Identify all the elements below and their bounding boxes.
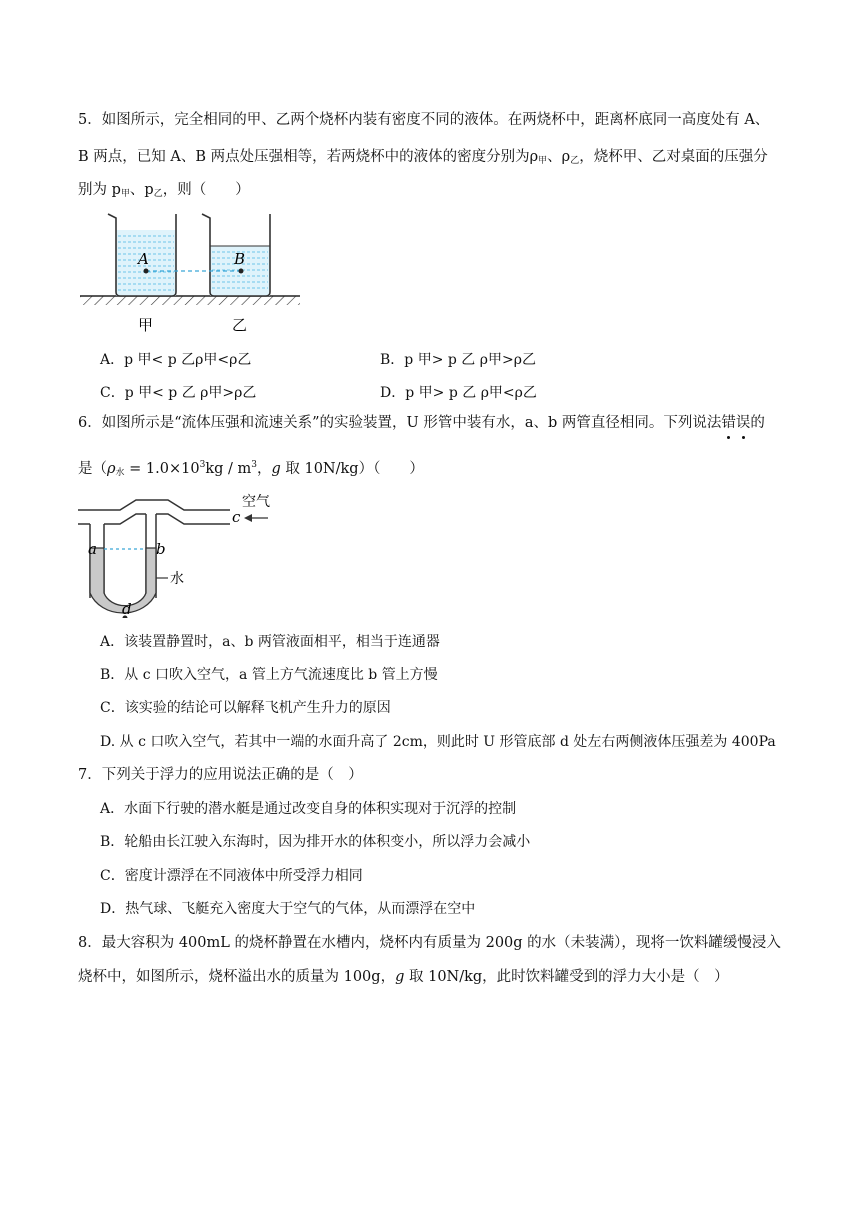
label-water: 水 [170,571,184,587]
label-d: d [122,600,132,618]
q6-option-d[interactable]: D. 从 c 口吹入空气，若其中一端的水面升高了 2cm，则此时 U 形管底部 d 处左右两侧液体压强差为 400Pa [100,734,776,750]
label-a-tube: a [88,540,97,558]
q6-utube-figure [78,488,298,618]
q6-option-a[interactable]: A．该装置静置时，a、b 两管液面相平，相当于连通器 [100,634,440,650]
label-air: 空气 [242,494,270,510]
label-b: B [234,250,246,268]
q5-option-b[interactable]: B．p 甲> p 乙 ρ甲>ρ乙 [380,352,536,368]
label-a: A [138,250,149,268]
q6-stem-line1: 6．如图所示是“流体压强和流速关系”的实验装置，U 形管中装有水，a、b 两管直径相同。下列说法错误 的 [78,413,765,433]
q7-option-c[interactable]: C．密度计漂浮在不同液体中所受浮力相同 [100,868,363,884]
point-a [144,269,149,274]
q5-stem-line1: 5．如图所示，完全相同的甲、乙两个烧杯内装有密度不同的液体。在两烧杯中，距离杯底同一高度处有 A、 [78,112,770,128]
q7-option-b[interactable]: B．轮船由长江驶入东海时，因为排开水的体积变小，所以浮力会减小 [100,834,531,850]
q5-stem-line2: B 两点，已知 A、B 两点处压强相等，若两烧杯中的液体的密度分别为$\rho_甲$、$\rho_乙$，烧杯甲、乙对桌面的压强分 [78,149,768,166]
q5-option-a[interactable]: A．p 甲< p 乙ρ甲<ρ乙 [100,352,252,368]
q6-option-c[interactable]: C．该实验的结论可以解释飞机产生升力的原因 [100,700,391,716]
q5-stem-line3: 别为 $p_甲$、$p_乙$，则（ ） [78,182,250,199]
arrow-left-icon [244,514,268,522]
q8-stem-line2: 烧杯中，如图所示，烧杯溢出水的质量为 100g，g 取 10N/kg，此时饮料罐受到的浮力大小是（ ） [78,969,729,985]
label-jia: 甲 [138,316,154,334]
label-yi: 乙 [232,316,248,334]
q7-option-d[interactable]: D．热气球、飞艇充入密度大于空气的气体，从而漂浮在空中 [100,901,476,917]
q5-option-d[interactable]: D．p 甲> p 乙 ρ甲<ρ乙 [380,385,537,401]
point-b [239,269,244,274]
q5-option-c[interactable]: C．p 甲< p 乙 ρ甲>ρ乙 [100,385,257,401]
q8-stem-line1: 8．最大容积为 400mL 的烧杯静置在水槽内，烧杯内有质量为 200g 的水（未装满），现将一饮料罐缓慢浸入 [78,935,781,951]
label-c: c [232,508,241,526]
label-b-tube: b [156,540,166,558]
table-surface [80,296,300,305]
q6-option-b[interactable]: B．从 c 口吹入空气，a 管上方气流速度比 b 管上方慢 [100,667,438,683]
q6-stem-line2: 是（$\rho_水 = 1.0\times 10^3kg / m^3$，g 取 10N/kg）（ ） [78,460,424,478]
q5-beakers-figure [78,208,308,338]
q7-stem: 7．下列关于浮力的应用说法正确的是（ ） [78,767,363,783]
emphasized-word: 错误 [721,413,750,433]
q7-option-a[interactable]: A．水面下行驶的潜水艇是通过改变自身的体积实现对于沉浮的控制 [100,801,517,817]
